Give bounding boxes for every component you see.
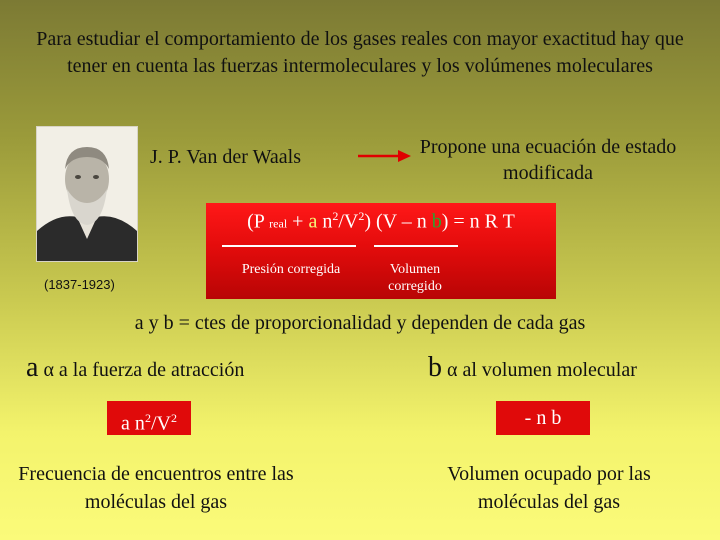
intro-text: Para estudiar el comportamiento de los gases reales con mayor exactitud hay que tener en cuenta las fuerzas intermoleculares y los volúmenes moleculares	[36, 28, 684, 77]
propone-text: Propone una ecuación de estado modificada	[419, 136, 677, 184]
b-relation: b α al volumen molecular	[428, 352, 637, 383]
a-description: Frecuencia de encuentros entre las moléculas del gas	[18, 463, 294, 513]
constant-b: b	[431, 210, 442, 233]
right-arrow-icon	[356, 148, 412, 164]
constants-text: a y b = ctes de proporcionalidad y dependen de cada gas	[134, 312, 586, 334]
b-description: Volumen ocupado por las moléculas del gas	[447, 463, 651, 513]
label-pressure-corrected: Presión corregida	[241, 262, 341, 277]
constant-a: a	[308, 210, 318, 233]
volume-underline	[374, 245, 458, 247]
a-relation: a α a la fuerza de atracción	[26, 352, 245, 383]
portrait-photo	[37, 127, 137, 261]
van-der-waals-equation-box	[206, 203, 556, 299]
lifespan-years: (1837-1923)	[44, 277, 115, 292]
pressure-underline	[222, 245, 356, 247]
b-term-box: - n b	[496, 401, 590, 435]
label-volume-corrected: Volumen corregido	[388, 262, 442, 294]
scientist-name: J. P. Van der Waals	[150, 146, 301, 168]
van-der-waals-equation: (P real + a $n^2/V^2$) (V – n b) = n R T	[247, 209, 515, 233]
a-term-box: a $n^2/V^2$	[107, 401, 191, 435]
van-der-waals-portrait	[36, 126, 138, 262]
